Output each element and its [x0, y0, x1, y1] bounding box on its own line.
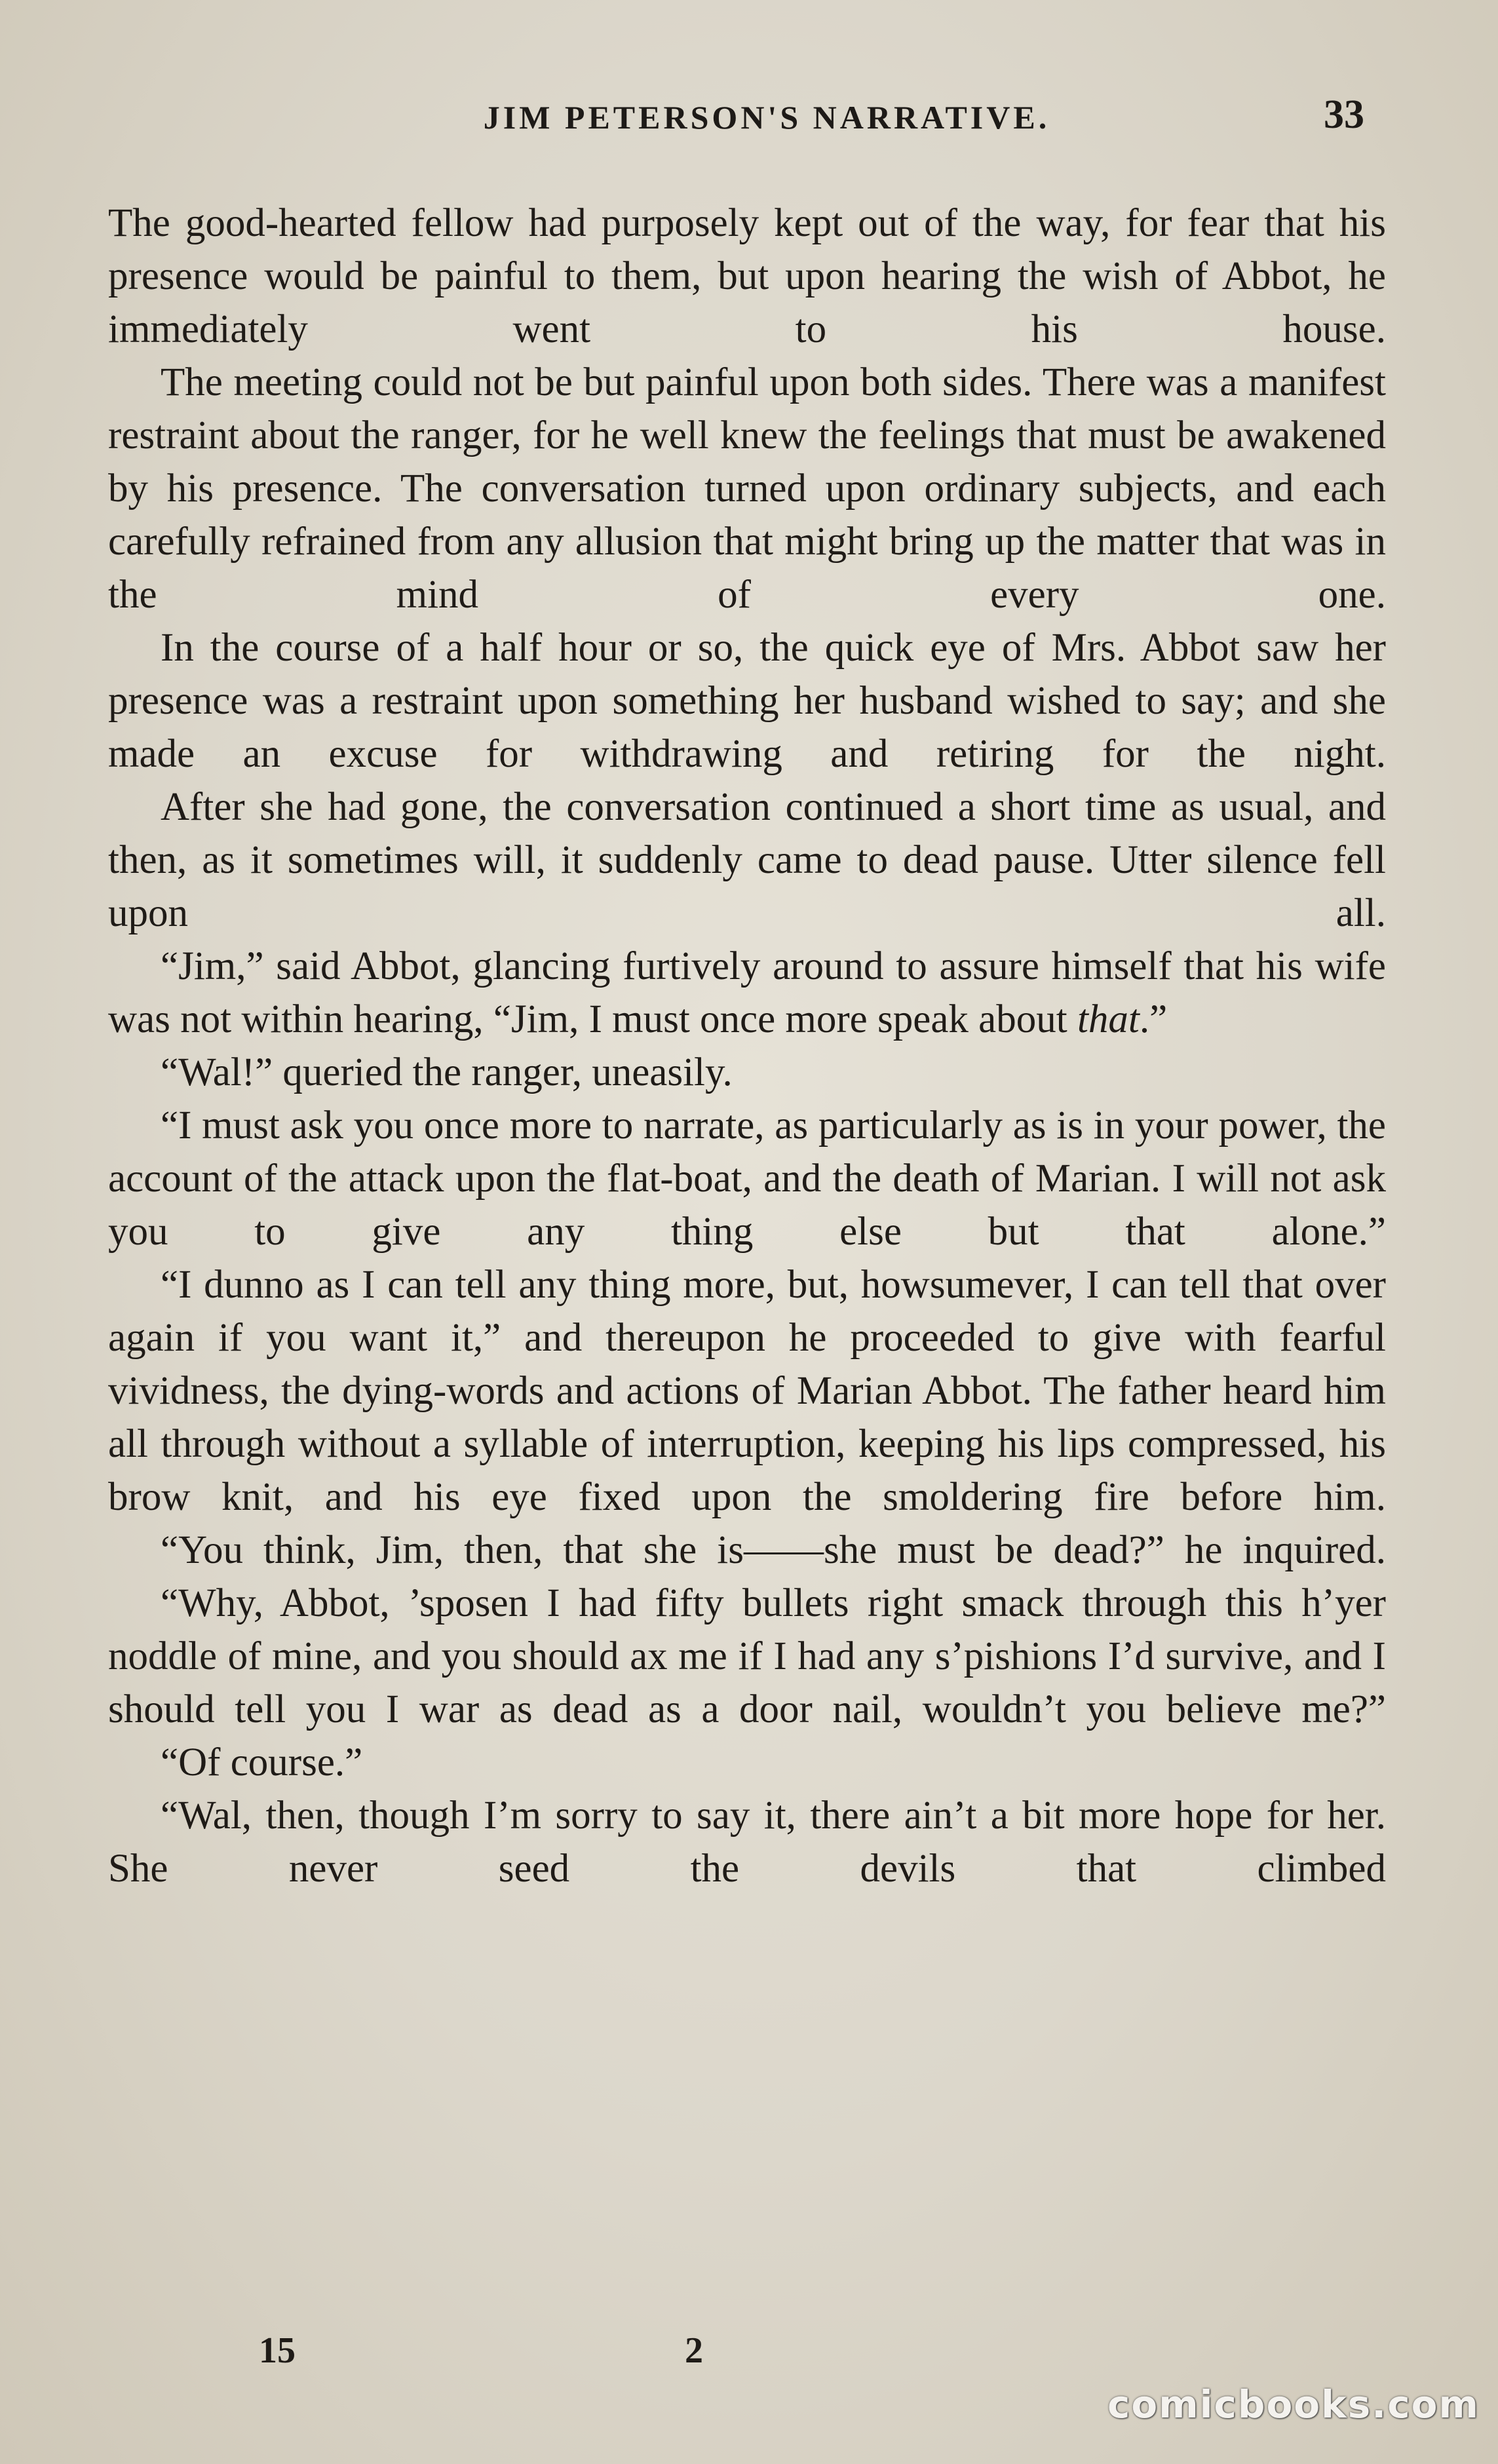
paragraph-7: “I must ask you once more to narrate, as particularly as is in your power, the account of the attack upon the flat-boat, and the death of Marian. I will not ask you to give any thing else but that alone.”: [108, 1104, 1386, 1254]
paragraph-6: “Wal!” queried the ranger, uneasily.: [161, 1050, 733, 1094]
page-number: 33: [1324, 92, 1364, 137]
paragraph-1: The good-hearted fellow had purposely kept out of the way, for fear that his presence would be painful to them, but upon hearing the wish of Abbot, he immediately went to his house.: [108, 201, 1386, 351]
body-text: [108, 197, 1386, 1895]
paragraph-2: The meeting could not be but painful upon both sides. There was a manifest restraint about the ranger, for he well knew the feelings that must be awakened by his presence. The conversation turned upon ordinary subjects, and each carefully refrained from any allusion that might bring up the matter that was in the mind of every one.: [108, 360, 1386, 617]
emphasis-that: that: [1077, 997, 1140, 1041]
paragraph-10: “Why, Abbot, ’sposen I had fifty bullets right smack through this h’yer noddle of mine, and you should ax me if I had any s’pishions I’d survive, and I should tell you I war as dead as a door nail, wouldn’t you believe me?”: [108, 1581, 1386, 1731]
paragraph-8: “I dunno as I can tell any thing more, but, howsumever, I can tell that over again if you want it,” and thereupon he proceeded to give with fearful vividness, the dying-words and actions of Marian Abbot. The father heard him all through without a syllable of interruption, keeping his lips compressed, his brow knit, and his eye fixed upon the smoldering fire before him.: [108, 1263, 1386, 1519]
paragraph-3: In the course of a half hour or so, the quick eye of Mrs. Abbot saw her presence was a restraint upon something her husband wished to say; and she made an excuse for withdrawing and retiring for the night.: [108, 626, 1386, 776]
paragraph-12: “Wal, then, though I’m sorry to say it, there ain’t a bit more hope for her. She never seed the devils that climbed: [108, 1794, 1386, 1891]
paragraph-5: [108, 940, 1386, 1046]
paragraph-5-text: “Jim,” said Abbot, glancing furtively around to assure himself that his wife was not within hearing, “Jim, I must once more speak about: [108, 944, 1386, 1041]
paragraph-4: After she had gone, the conversation continued a short time as usual, and then, as it sometimes will, it suddenly came to dead pause. Utter silence fell upon all.: [108, 785, 1386, 935]
signature-mark: 15: [259, 2330, 296, 2371]
watermark-logo: comicbooks.com: [1107, 2382, 1480, 2427]
paragraph-11: “Of course.”: [161, 1741, 363, 1784]
running-title: JIM PETERSON'S NARRATIVE.: [483, 99, 1050, 136]
paragraph-5-tail: .”: [1139, 997, 1168, 1041]
paragraph-9: “You think, Jim, then, that she is——she must be dead?” he inquired.: [161, 1528, 1386, 1572]
sheet-number: 2: [685, 2330, 703, 2371]
